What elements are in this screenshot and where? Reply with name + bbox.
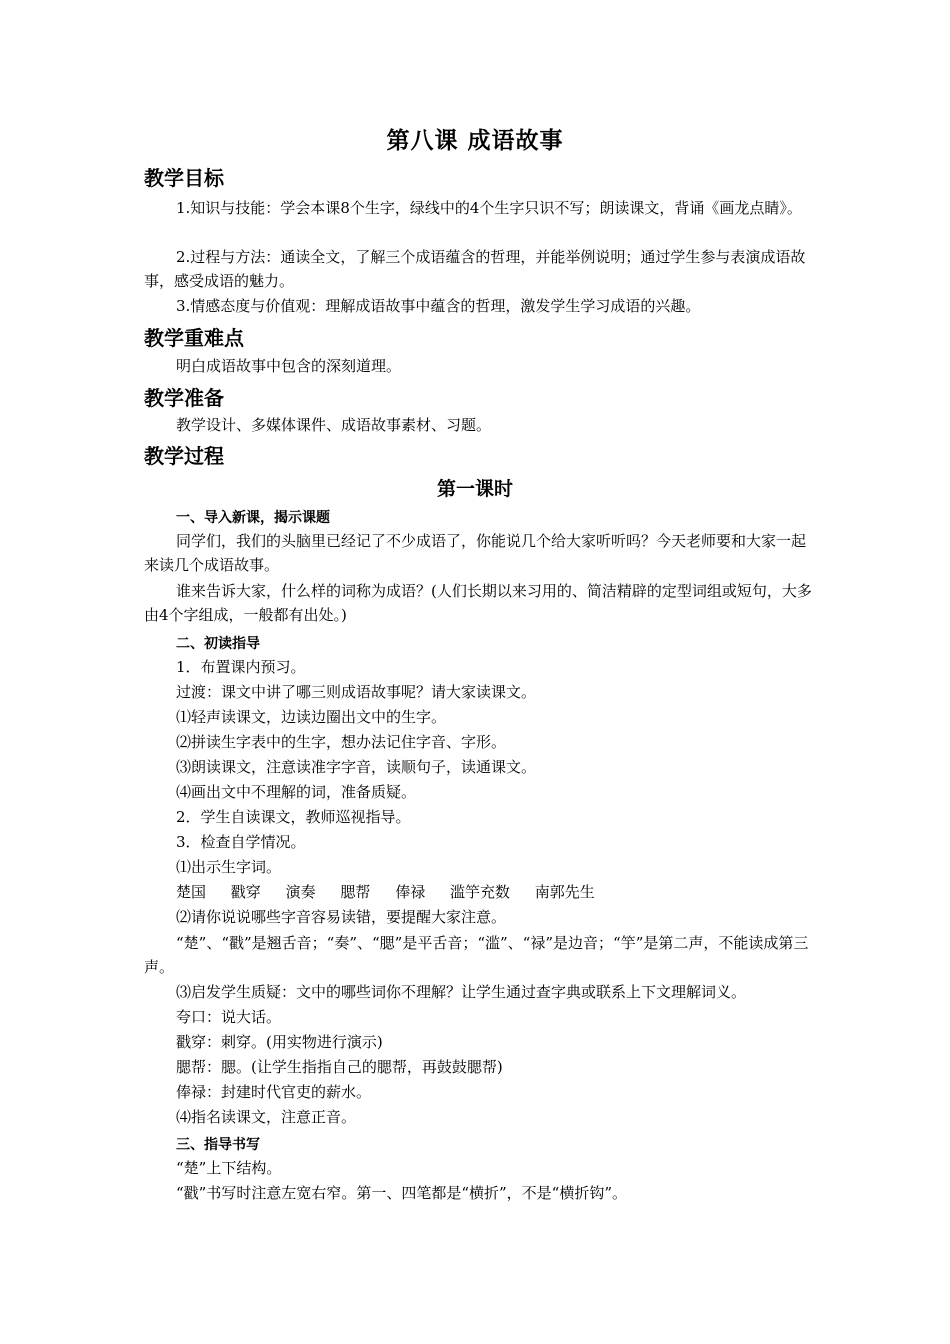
pronunciation-note: “楚”、“戳”是翘舌音；“奏”、“腮”是平舌音；“滥”、“禄”是边音；“竽”是第二声，不能读成第三声。 <box>144 934 809 976</box>
section-2-line: 3．检查自学情况。 <box>176 833 306 851</box>
section-1-paragraph-2: 谁来告诉大家，什么样的词称为成语？(人们长期以来习用的、简洁精辟的定型词组或短句，大多由4个字组成，一般都有出处。) <box>144 582 812 624</box>
section-3-line: “戳”书写时注意左宽右窄。第一、四笔都是“横折”，不是“横折钩”。 <box>176 1184 628 1202</box>
section-2-line: 俸禄：封建时代官吏的薪水。 <box>176 1083 372 1101</box>
section-2-line: ⑷指名读课文，注意正音。 <box>176 1108 357 1126</box>
vocabulary-words <box>176 881 615 902</box>
section-2-line: ⑴轻声读课文，边读边圈出文中的生字。 <box>176 708 447 726</box>
section-2-line: 腮帮：腮。(让学生指指自己的腮帮，再鼓鼓腮帮) <box>176 1058 503 1076</box>
vocabulary-word: 楚国 <box>176 883 207 901</box>
section-2-line: 过渡：课文中讲了哪三则成语故事呢？请大家读课文。 <box>176 683 537 701</box>
vocabulary-word: 南郭先生 <box>534 883 595 901</box>
preparation-text: 教学设计、多媒体课件、成语故事素材、习题。 <box>176 416 492 434</box>
goal-item-1: 1.知识与技能：学会本课8个生字，绿线中的4个生字只识不写；朗读课文，背诵《画龙点睛》。 <box>176 199 802 217</box>
section-2-line: 夸口：说大话。 <box>176 1008 282 1026</box>
vocabulary-word: 俸禄 <box>395 883 426 901</box>
section-3-line: “楚”上下结构。 <box>176 1159 282 1177</box>
section-2-heading: 二、初读指导 <box>176 636 260 652</box>
goal-item-2: 2.过程与方法：通读全文，了解三个成语蕴含的哲理，并能举例说明；通过学生参与表演成语故事，感受成语的魅力。 <box>144 248 806 290</box>
section-2-line: ⑵拼读生字表中的生字，想办法记住字音、字形。 <box>176 733 507 751</box>
lesson-title: 第一课时 <box>436 478 513 500</box>
section-2-line: 2．学生自读课文，教师巡视指导。 <box>176 808 411 826</box>
preparation-heading: 教学准备 <box>144 386 224 410</box>
page-title: 第八课 成语故事 <box>386 128 564 154</box>
section-2-line: ⑶启发学生质疑：文中的哪些词你不理解？让学生通过查字典或联系上下文理解词义。 <box>176 983 747 1001</box>
section-1-heading: 一、导入新课，揭示课题 <box>176 510 330 526</box>
section-2-line: ⑵请你说说哪些字音容易读错，要提醒大家注意。 <box>176 908 507 926</box>
process-heading: 教学过程 <box>144 444 224 468</box>
key-points-heading: 教学重难点 <box>144 326 244 350</box>
vocabulary-word: 戳穿 <box>230 883 261 901</box>
section-2-line: 戳穿：刺穿。(用实物进行演示) <box>176 1033 383 1051</box>
goal-item-3: 3.情感态度与价值观：理解成语故事中蕴含的哲理，激发学生学习成语的兴趣。 <box>176 297 701 315</box>
vocabulary-word: 演奏 <box>285 883 316 901</box>
key-points-text: 明白成语故事中包含的深刻道理。 <box>176 357 402 375</box>
vocabulary-word: 滥竽充数 <box>449 883 510 901</box>
goals-heading: 教学目标 <box>144 166 224 190</box>
section-2-line: 1．布置课内预习。 <box>176 658 306 676</box>
section-2-line: ⑶朗读课文，注意读准字字音，读顺句子，读通课文。 <box>176 758 537 776</box>
section-2-line: ⑴出示生字词。 <box>176 858 282 876</box>
section-3-heading: 三、指导书写 <box>176 1137 260 1153</box>
section-2-line: ⑷画出文中不理解的词，准备质疑。 <box>176 783 417 801</box>
vocabulary-word: 腮帮 <box>340 883 371 901</box>
section-1-paragraph-1: 同学们，我们的头脑里已经记了不少成语了，你能说几个给大家听听吗？今天老师要和大家一起来读几个成语故事。 <box>144 532 807 574</box>
